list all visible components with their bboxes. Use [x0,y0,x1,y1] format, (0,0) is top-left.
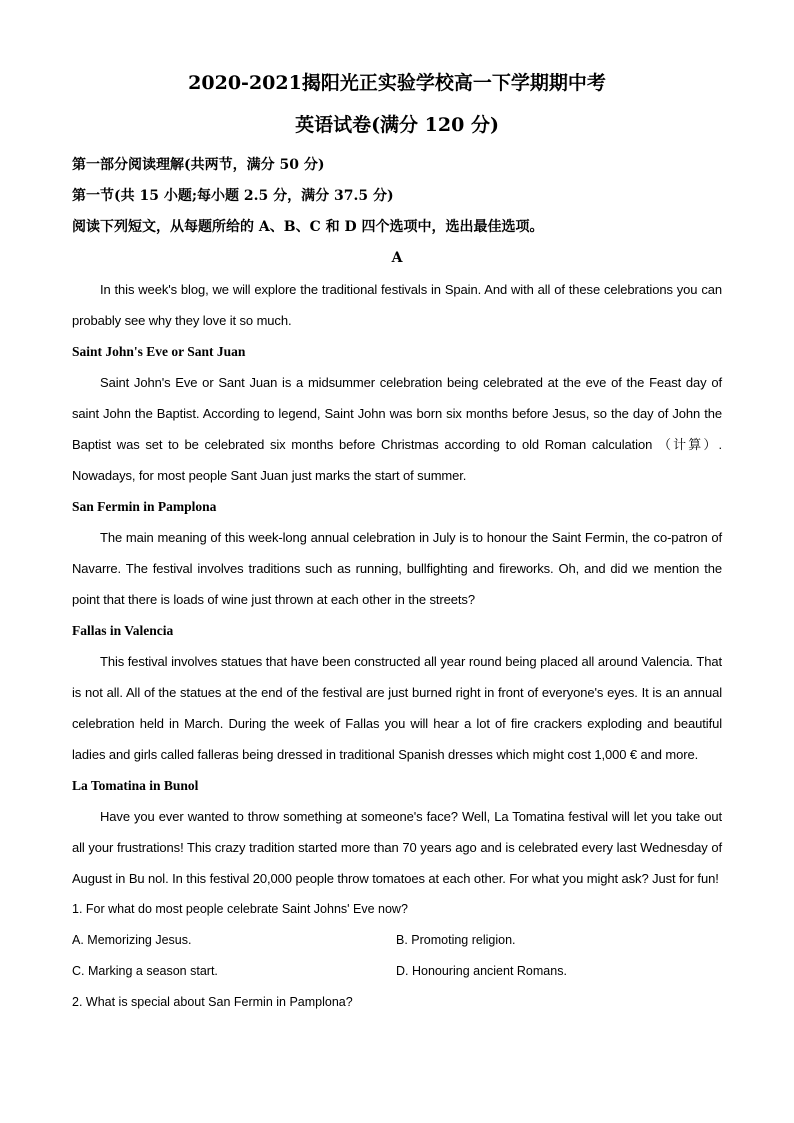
answer-options [72,925,722,987]
option-a: A. Memorizing Jesus. [72,933,192,947]
section-heading: San Fermin in Pamplona [72,499,217,514]
part-instruction: 第一部分阅读理解(共两节，满分 50 分) [72,157,325,173]
passage-letter: A [391,250,403,266]
option-d: D. Honouring ancient Romans. [396,964,567,978]
passage-intro: In this week's blog, we will explore the traditional festivals in Spain. And with all of these celebrations you can probably see why they love it so much. [72,282,722,328]
section-text: The main meaning of this week-long annual celebration in July is to honour the Saint Fermin, the co-patron of Navarre. The festival involves traditions such as running, bullfighting and fireworks. Oh, and did we mention the point that there is loads of wine just thrown at each other in the streets? [72,530,722,607]
option-c: C. Marking a season start. [72,964,218,978]
option-b: B. Promoting religion. [396,933,516,947]
question-stem: 1. For what do most people celebrate Saint Johns' Eve now? [72,902,408,916]
exam-title-line2: 英语试卷(满分 120 分) [295,114,499,136]
section-text: Have you ever wanted to throw something at someone's face? Well, La Tomatina festival will let you take out all your frustrations! This crazy tradition started more than 70 years ago and is celebrated every last Wednesday of August in Bu nol. In this festival 20,000 people throw tomatoes at each other. For what you might ask? Just for fun! [72,809,722,886]
directions: 阅读下列短文，从每题所给的 A、B、C 和 D 四个选项中，选出最佳选项。 [72,219,544,235]
exam-title-line1: 2020-2021揭阳光正实验学校高一下学期期中考 [188,72,606,94]
section-instruction: 第一节(共 15 小题;每小题 2.5 分，满分 37.5 分) [72,188,394,204]
section-heading: La Tomatina in Bunol [72,778,199,793]
section-text: This festival involves statues that have been constructed all year round being placed all around Valencia. That is not all. All of the statues at the end of the festival are just burned right in front of everyone's eyes. It is an annual celebration held in March. During the week of Fallas you will hear a lot of fire crackers exploding and beautiful ladies and girls called falleras being dressed in traditional Spanish dresses which might cost 1,000 € and more. [72,654,722,762]
section-heading: Saint John's Eve or Sant Juan [72,344,246,359]
section-text: Saint John's Eve or Sant Juan is a midsummer celebration being celebrated at the eve of the Feast day of saint John the Baptist. According to legend, Saint John was born six months before Jesus, so the day of John the Baptist was set to be celebrated six months before Christmas according to old Roman calculation （计算）. Nowadays, for most people Sant Juan just marks the start of summer. [72,375,722,483]
section-heading: Fallas in Valencia [72,623,174,638]
question-stem: 2. What is special about San Fermin in Pamplona? [72,995,353,1009]
